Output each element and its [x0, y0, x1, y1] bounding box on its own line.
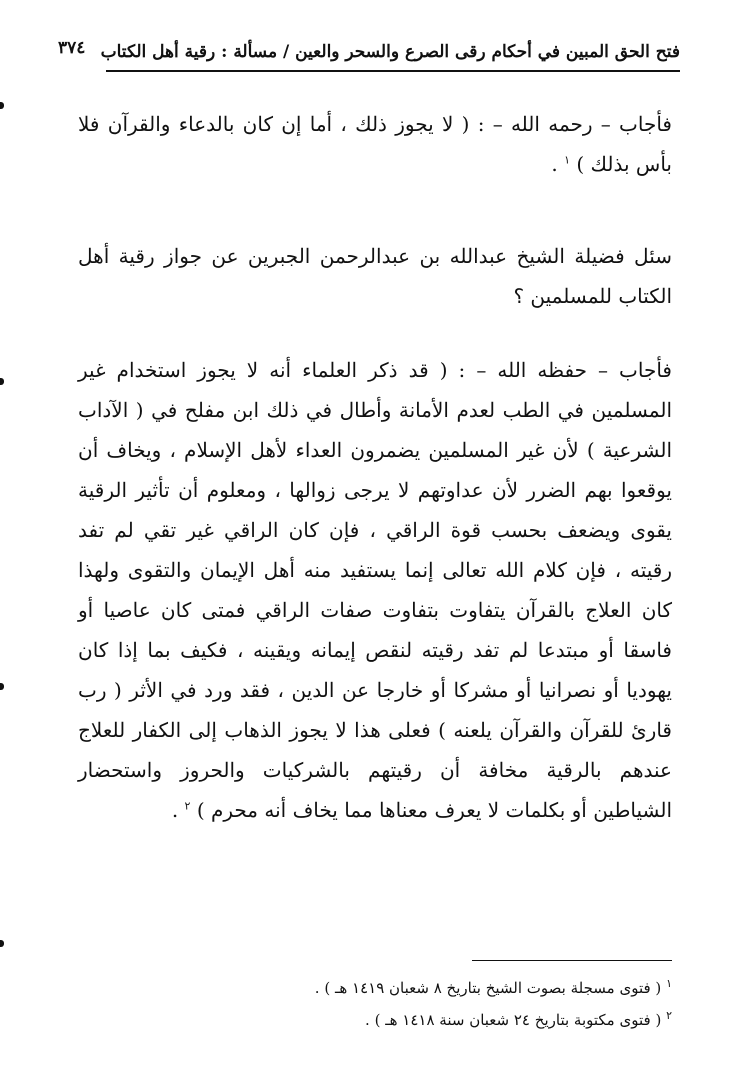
scan-margin-mark — [0, 102, 4, 109]
footnote-text: ( فتوى مكتوبة بتاريخ ٢٤ شعبان سنة ١٤١٨ هـ ) . — [365, 1011, 662, 1029]
footnote-1 — [140, 972, 672, 1004]
scan-margin-mark — [0, 683, 4, 690]
page-header — [40, 30, 680, 70]
running-title: فتح الحق المبين في أحكام رقى الصرع والسحر والعين / مسألة : رقية أهل الكتاب — [100, 42, 680, 62]
paragraph-text: سئل فضيلة الشيخ عبدالله بن عبدالرحمن الجبرين عن جواز رقية أهل الكتاب للمسلمين ؟ — [78, 244, 672, 308]
footnote-ref: ١ — [564, 153, 571, 167]
footnote-text: ( فتوى مسجلة بصوت الشيخ بتاريخ ٨ شعبان ١٤١٩ هـ ) . — [314, 979, 662, 997]
paragraph-end: . — [171, 798, 185, 822]
footnote-ref: ٢ — [184, 799, 191, 813]
question-paragraph — [78, 236, 672, 316]
scan-margin-mark — [0, 940, 4, 947]
footnote-2 — [140, 1004, 672, 1036]
footnote-number: ١ — [666, 977, 672, 990]
footnote-number: ٢ — [666, 1009, 672, 1022]
footnote-separator — [472, 960, 672, 961]
scan-margin-mark — [0, 378, 4, 385]
page-number: ٣٧٤ — [58, 38, 86, 58]
paragraph-text: فأجاب – رحمه الله – : ( لا يجوز ذلك ، أما إن كان بالدعاء والقرآن فلا بأس بذلك ) — [78, 112, 672, 176]
paragraph-text: فأجاب – حفظه الله – : ( قد ذكر العلماء أنه لا يجوز استخدام غير المسلمين في الطب لعدم الأمانة وأطال في ذلك ابن مفلح في ( الآداب الشرعية ) لأن غير المسلمين يضمرون العداء لأهل الإسلام ، ويخاف أن يوقعوا بهم الضرر لأن عداوتهم لا يرجى زوالها ، ومعلوم أن تأثير الرقية يقوى ويضعف بحسب قوة الراقي ، فإن كان الراقي غير تقي لم تفد رقيته ، فإن كلام الله تعالى إنما يستفيد منه أهل الإيمان والتقوى ولهذا كان العلاج بالقرآن يتفاوت بتفاوت صفات الراقي فمتى كان عاصيا أو فاسقا أو مبتدعا لم تفد رقيته لنقص إيمانه ويقينه ، فكيف بما إذا كان يهوديا أو نصرانيا أو مشركا أو خارجا عن الدين ، فقد ورد في الأثر ( رب قارئ للقرآن والقرآن يلعنه ) فعلى هذا لا يجوز الذهاب إلى الكفار للعلاج عندهم بالرقية مخافة أن رقيتهم بالشركيات والحروز واستحضار الشياطين أو بكلمات لا يعرف معناها مما يخاف أنه محرم ) — [78, 358, 672, 822]
answer-paragraph-1 — [78, 104, 672, 184]
answer-paragraph-2 — [78, 350, 672, 830]
footnotes — [140, 972, 672, 1036]
header-rule — [106, 70, 680, 72]
paragraph-end: . — [551, 152, 565, 176]
